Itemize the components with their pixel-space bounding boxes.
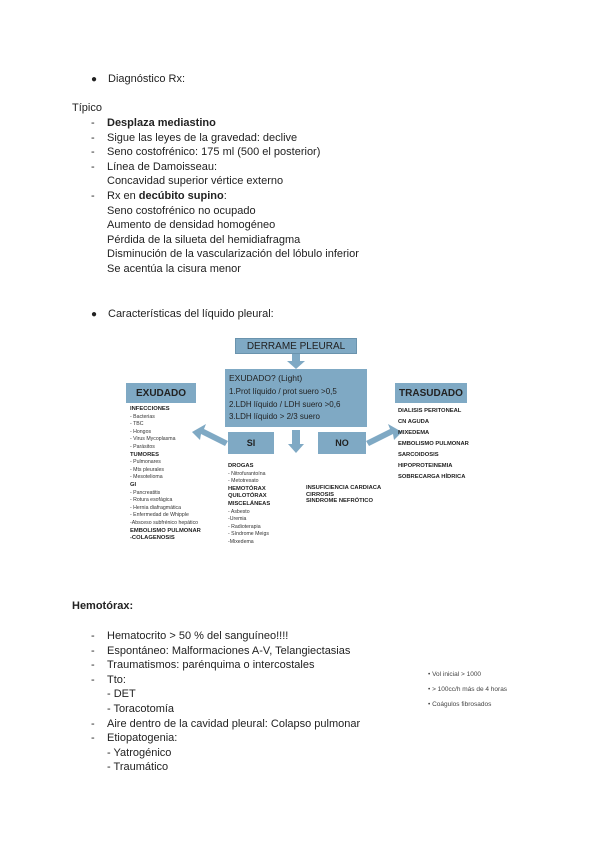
- diagram-list-item: - Nitrofurantoína: [228, 470, 266, 477]
- text: Etiopatogenia:: [107, 732, 178, 745]
- text: Línea de Damoisseau:: [107, 160, 218, 173]
- diagram-list-item: - Metotrexato: [228, 478, 259, 485]
- diagram-list-item: - Hernia diafragmática: [130, 504, 182, 511]
- trasudado-cause-item: MIXEDEMA: [398, 430, 430, 436]
- light-criteria-list: [229, 386, 340, 424]
- text: Seno costofrénico no ocupado: [107, 204, 256, 217]
- light-criteria-box: [225, 369, 367, 427]
- bullet-icon: ●: [91, 309, 98, 320]
- diagram-list-item: - Asbesto: [228, 508, 250, 515]
- no-cause-item: SINDROME NEFRÓTICO: [306, 498, 373, 504]
- side-note: • Vol inicial > 1000: [428, 671, 482, 678]
- derrame-title: DERRAME PLEURAL: [235, 338, 357, 354]
- no-cause-item: CIRROSIS: [306, 491, 335, 498]
- criterion-2: 2.LDH líquido / LDH suero >0,6: [229, 399, 341, 409]
- list-item: [91, 644, 360, 659]
- list-item: [91, 760, 360, 775]
- text: - DET: [107, 688, 136, 701]
- criterion-1: 1.Prot líquido / prot suero >0,5: [229, 387, 337, 396]
- criterion-3: 3.LDH líquido > 2/3 suero: [229, 412, 320, 421]
- bold-text: decúbito supino: [138, 189, 224, 202]
- trasudado-causes: [398, 406, 469, 483]
- text: - Yatrogénico: [107, 746, 172, 759]
- no-box: NO: [318, 432, 366, 454]
- diagram-list-item: - Mts pleurales: [130, 466, 165, 473]
- text: Hematocrito > 50 % del sanguíneo!!!!: [107, 630, 289, 642]
- bullet-icon: ●: [91, 74, 98, 85]
- arrow-down-icon: [286, 354, 306, 370]
- diag-rx-list: [91, 116, 359, 277]
- side-note: • Coágulos fibrosados: [428, 701, 492, 708]
- si-causes: [228, 463, 270, 547]
- text: Seno costofrénico: 175 ml (500 el posterior): [107, 146, 321, 159]
- diagram-list-item: GI: [130, 481, 137, 488]
- diagram-list-item: - Pancreatitis: [130, 489, 161, 496]
- text: Se acentúa la cisura menor: [107, 262, 241, 275]
- text: Aumento de densidad homogéneo: [107, 219, 276, 232]
- list-item: [91, 629, 360, 644]
- list-item: [91, 218, 359, 233]
- diagram-list-item: INFECCIONES: [130, 406, 170, 412]
- exudado-causes: [130, 406, 201, 543]
- text: - Traumático: [107, 761, 169, 774]
- text: Pérdida de la silueta del hemidiafragma: [107, 233, 301, 246]
- list-item: [91, 717, 360, 732]
- diagram-list-item: EMBOLISMO PULMONAR: [130, 527, 201, 534]
- list-item: [91, 673, 360, 688]
- text: - Toracotomía: [107, 702, 175, 715]
- list-item: [91, 160, 359, 175]
- no-cause-item: INSUFICIENCIA CARDIACA: [306, 485, 382, 491]
- list-item: [91, 262, 359, 277]
- trasudado-box: TRASUDADO: [395, 383, 467, 403]
- list-item: [91, 746, 360, 761]
- side-note: • > 100cc/h más de 4 horas: [428, 686, 508, 693]
- arrow-right-icon: [366, 424, 402, 450]
- diagram-list-item: QUILOTÓRAX: [228, 493, 267, 500]
- diagram-list-item: - Rotura esofágica: [130, 497, 173, 504]
- no-causes: [306, 485, 381, 505]
- diagram-list-item: MISCELÁNEAS: [228, 500, 271, 507]
- diagram-list-item: -COLAGENOSIS: [130, 535, 175, 542]
- text: Traumatismos: parénquima o intercostales: [107, 659, 315, 672]
- diagram-list-item: - Bacterias: [130, 413, 155, 420]
- list-item: [91, 131, 359, 146]
- hemotorax-list: [91, 629, 360, 775]
- text: Sigue las leyes de la gravedad: declive: [107, 131, 298, 144]
- text: Disminución de la vascularización del lóbulo inferior: [107, 248, 359, 261]
- arrow-down-icon: [288, 430, 304, 454]
- list-item: [91, 731, 360, 746]
- list-item: [91, 145, 359, 160]
- trasudado-cause-item: CN AGUDA: [398, 419, 430, 425]
- diag-rx-heading: Diagnóstico Rx:: [108, 73, 186, 85]
- diagram-list-item: - Virus Mycoplasma: [130, 436, 176, 443]
- diagram-list-item: - Radioterapia: [228, 523, 261, 530]
- caracteristicas-heading: Características del líquido pleural:: [108, 308, 274, 320]
- text: Rx en: [107, 189, 139, 202]
- trasudado-cause-item: EMBOLISMO PULMONAR: [398, 441, 469, 447]
- list-item: [91, 233, 359, 248]
- diagram-list-item: - Hongos: [130, 428, 152, 435]
- diagram-list-item: - Parásitos: [130, 443, 155, 450]
- diagram-list-item: - Síndrome Meigs: [228, 531, 269, 538]
- light-question-text: EXUDADO? (Light): [229, 373, 303, 383]
- diagram-list-item: DROGAS: [228, 463, 254, 469]
- list-item: [91, 174, 359, 189]
- list-item: [91, 247, 359, 262]
- diagram-list-item: - Pulmonares: [130, 459, 161, 466]
- bold-text: Desplaza mediastino: [107, 117, 216, 129]
- si-box: SI: [228, 432, 274, 454]
- hemotorax-side-notes: [428, 667, 554, 712]
- text: Concavidad superior vértice externo: [107, 175, 284, 188]
- text: Aire dentro de la cavidad pleural: Colapso pulmonar: [107, 717, 361, 730]
- trasudado-cause-item: SOBRECARGA HÍDRICA: [398, 474, 466, 480]
- diagram-list-item: -Uremia: [228, 516, 247, 523]
- diagram-list-item: - Enfermedad de Whipple: [130, 512, 189, 519]
- text: Espontáneo: Malformaciones A-V, Telangiectasias: [107, 644, 351, 657]
- hemotorax-heading: Hemotórax:: [72, 600, 134, 612]
- list-item: [91, 687, 360, 702]
- list-item: [91, 189, 359, 204]
- tipico-label: Típico: [72, 102, 102, 114]
- diagram-list-item: - TBC: [130, 421, 144, 428]
- text: :: [223, 189, 227, 202]
- diagram-list-item: TUMORES: [130, 451, 159, 458]
- list-item: [91, 702, 360, 717]
- diagram-list-item: HEMOTÓRAX: [228, 485, 266, 492]
- list-item: [91, 658, 360, 673]
- text: Tto:: [107, 673, 126, 686]
- exudado-box: EXUDADO: [126, 383, 196, 403]
- diagram-list-item: -Absceso subfrénico hepático: [130, 519, 199, 526]
- light-question: [229, 373, 302, 383]
- list-item: [91, 204, 359, 219]
- diagram-list-item: - Mesotelioma: [130, 474, 163, 481]
- diagram-list-item: -Mixedema: [228, 538, 254, 545]
- trasudado-cause-item: DIALISIS PERITONEAL: [398, 408, 462, 414]
- list-item: [91, 116, 359, 131]
- trasudado-cause-item: SARCOIDOSIS: [398, 452, 439, 458]
- trasudado-cause-item: HIPOPROTEINEMIA: [398, 463, 453, 469]
